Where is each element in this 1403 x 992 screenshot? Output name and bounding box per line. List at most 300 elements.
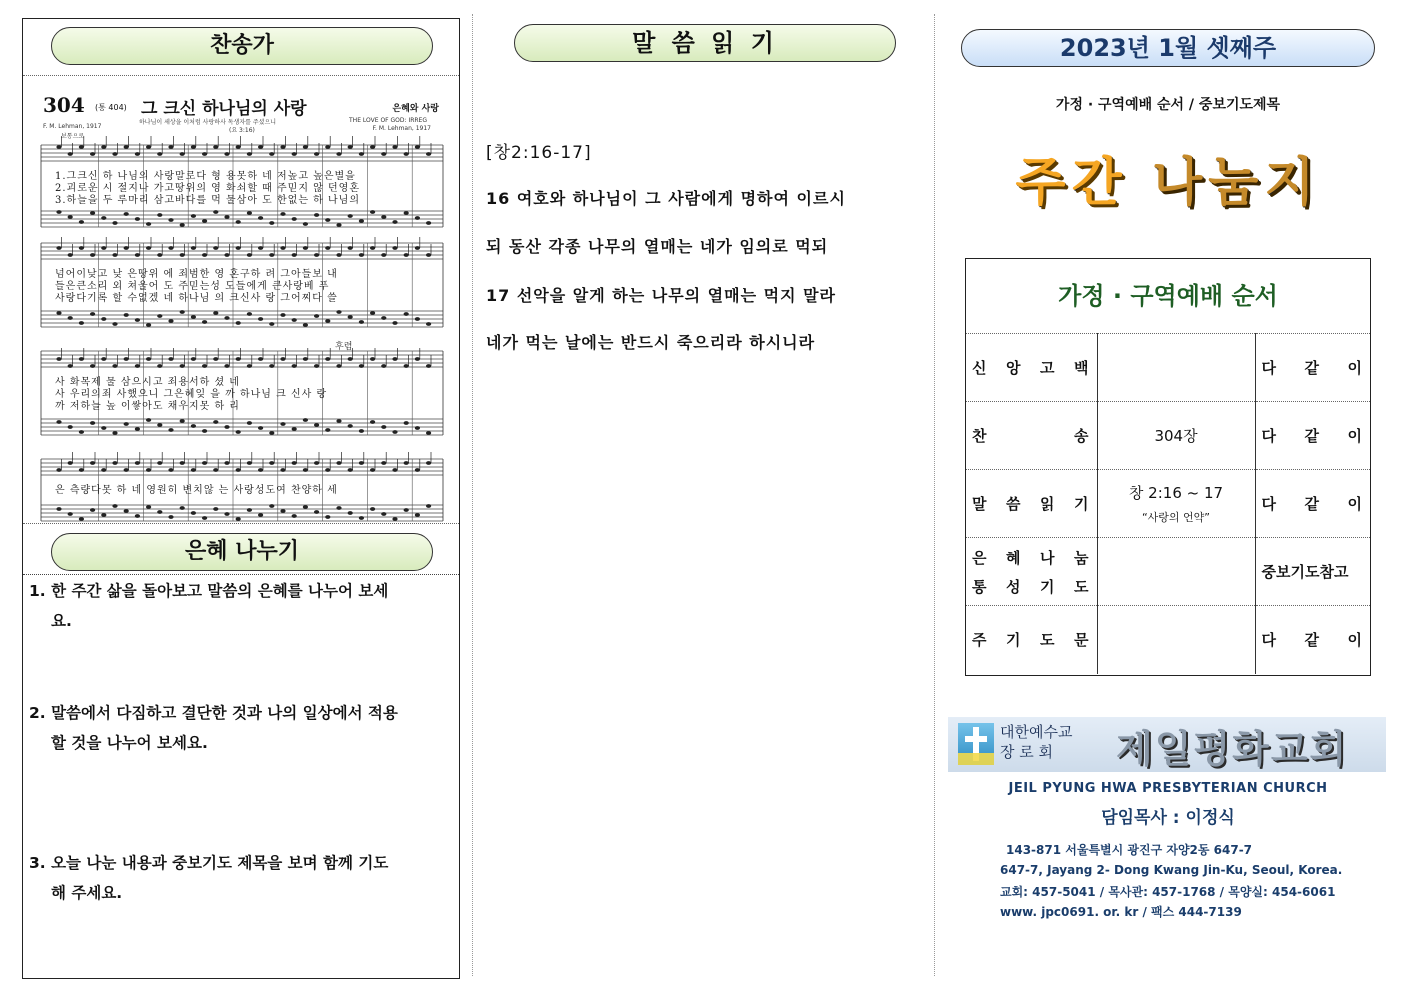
- note-head: [247, 421, 252, 425]
- question-2: [29, 698, 453, 758]
- note-head: [292, 364, 297, 368]
- note-head: [90, 421, 95, 425]
- note-head: [135, 514, 140, 518]
- note-head: [135, 364, 140, 368]
- label-char: 말: [972, 495, 987, 513]
- note-head: [314, 510, 319, 514]
- note-head: [381, 253, 386, 257]
- question-text: 3. 오늘 나눈 내용과 중보기도 제목을 보며 함께 기도: [29, 854, 389, 872]
- note-head: [213, 357, 218, 361]
- note-head: [168, 468, 173, 472]
- order-detail: [1097, 470, 1255, 538]
- divider: [23, 523, 459, 524]
- note-head: [213, 420, 218, 424]
- note-head: [236, 468, 241, 472]
- label-char: 기: [1074, 495, 1089, 513]
- note-head: [101, 468, 106, 472]
- note-head: [269, 253, 274, 257]
- note-head: [381, 512, 386, 516]
- note-head: [392, 246, 397, 250]
- note-head: [348, 511, 353, 515]
- note-head: [213, 145, 218, 149]
- label-char: 찬: [972, 427, 987, 445]
- note-head: [90, 312, 95, 316]
- chorus-mark: 후렴: [335, 342, 353, 352]
- lyric-line: 사랑다기록 할 수없겠 네 하나님 의 크신사 랑 그어찌다 쓸: [55, 293, 338, 304]
- note-head: [213, 246, 218, 250]
- cross-icon: [958, 723, 994, 765]
- note-head: [79, 357, 84, 361]
- note-head: [258, 216, 263, 220]
- note-head: [303, 145, 308, 149]
- note-head: [157, 213, 162, 217]
- lyric-line: 1.그크신 하 나님의 사랑말로다 형 용못하 네 저높고 높은별을: [55, 171, 356, 182]
- note-head: [325, 515, 330, 519]
- note-head: [101, 513, 106, 517]
- note-head: [392, 468, 397, 472]
- note-head: [202, 516, 207, 520]
- note-head: [269, 322, 274, 326]
- note-head: [224, 215, 229, 219]
- order-detail: 304장: [1097, 402, 1255, 470]
- note-head: [146, 468, 151, 472]
- note-head: [79, 430, 84, 434]
- note-head: [146, 418, 151, 422]
- note-head: [135, 253, 140, 257]
- note-head: [79, 145, 84, 149]
- note-head: [124, 357, 129, 361]
- note-head: [157, 423, 162, 427]
- note-head: [404, 421, 409, 425]
- label-char: 혜: [1006, 548, 1021, 567]
- note-head: [325, 428, 330, 432]
- note-head: [348, 315, 353, 319]
- note-head: [247, 152, 252, 156]
- week-title: 2023년 1월 셋째주: [961, 29, 1375, 67]
- note-head: [112, 152, 117, 156]
- note-head: [325, 246, 330, 250]
- question-3: [29, 848, 453, 908]
- divider: [23, 574, 459, 575]
- note-head: [146, 145, 151, 149]
- note-head: [258, 145, 263, 149]
- note-head: [68, 364, 73, 368]
- label-char: 도: [1074, 577, 1089, 596]
- grace-header: 은혜 나누기: [51, 533, 433, 571]
- note-head: [336, 253, 341, 257]
- note-head: [247, 508, 252, 512]
- note-head: [370, 420, 375, 424]
- note-head: [280, 468, 285, 472]
- note-head: [79, 517, 84, 521]
- address-line: 143-871 서울특별시 광진구 자양2동 647-7: [1006, 843, 1253, 857]
- lyric-line: 사 우리의죄 사했으니 그은혜잊 을 까 하나님 크 신사 랑: [55, 389, 328, 400]
- denomination-line: 장 로 회: [1000, 743, 1054, 761]
- note-head: [426, 431, 431, 435]
- hymn-old-number: (통 404): [95, 103, 127, 112]
- note-head: [191, 357, 196, 361]
- church-name: 제일평화교회: [1116, 727, 1349, 771]
- note-head: [392, 430, 397, 434]
- note-head: [269, 221, 274, 225]
- note-head: [303, 468, 308, 472]
- question-text: 1. 한 주간 삶을 돌아보고 말씀의 은혜를 나누어 보세: [29, 582, 389, 600]
- note-head: [303, 357, 308, 361]
- note-head: [336, 364, 341, 368]
- note-head: [370, 210, 375, 214]
- note-head: [415, 216, 420, 220]
- order-row: [966, 470, 1370, 538]
- note-head: [381, 215, 386, 219]
- note-head: [157, 461, 162, 465]
- note-head: [415, 246, 420, 250]
- note-head: [180, 419, 185, 423]
- note-head: [370, 246, 375, 250]
- note-head: [247, 211, 252, 215]
- note-head: [426, 221, 431, 225]
- note-head: [314, 314, 319, 318]
- label-char: 은: [972, 548, 987, 567]
- label-char: 다: [1261, 359, 1276, 377]
- note-head: [415, 468, 420, 472]
- note-head: [112, 364, 117, 368]
- note-head: [79, 468, 84, 472]
- note-head: [359, 219, 364, 223]
- note-head: [415, 317, 420, 321]
- note-head: [191, 424, 196, 428]
- order-row: [966, 538, 1370, 606]
- note-head: [112, 253, 117, 257]
- note-head: [303, 222, 308, 226]
- note-head: [112, 431, 117, 435]
- lyric-line: 넘어이낮고 낮 은땅위 에 죄범한 영 혼구하 려 그아들보 내: [55, 269, 338, 280]
- note-head: [124, 468, 129, 472]
- note-head: [79, 321, 84, 325]
- label-char: 고: [1040, 359, 1055, 377]
- note-head: [336, 461, 341, 465]
- order-label: [972, 357, 1097, 378]
- question-text: 해 주세요.: [51, 884, 123, 902]
- note-head: [359, 320, 364, 324]
- note-head: [56, 145, 61, 149]
- denomination: [1000, 722, 1072, 762]
- note-head: [90, 508, 95, 512]
- note-head: [168, 428, 173, 432]
- label-char: 다: [1261, 631, 1276, 650]
- note-head: [213, 311, 218, 315]
- note-head: [168, 246, 173, 250]
- subtitle: 가정 · 구역예배 순서 / 중보기도제목: [1055, 97, 1281, 113]
- label-char: 이: [1347, 427, 1362, 445]
- lyric-line: 3.하늘을 두 루마리 삼고바다를 먹 물삼아 도 한없는 하 나님의: [55, 195, 360, 206]
- note-head: [404, 211, 409, 215]
- note-head: [168, 515, 173, 519]
- note-head: [68, 425, 73, 429]
- note-head: [258, 357, 263, 361]
- note-head: [157, 314, 162, 318]
- note-head: [236, 357, 241, 361]
- note-head: [348, 214, 353, 218]
- note-head: [336, 223, 341, 227]
- note-head: [90, 152, 95, 156]
- title-part-b: 나눔지: [1151, 153, 1321, 213]
- label-char: 읽: [1040, 495, 1055, 513]
- denomination-line: 대한예수교: [1000, 723, 1073, 741]
- note-head: [56, 507, 61, 511]
- note-head: [202, 219, 207, 223]
- note-head: [56, 468, 61, 472]
- order-row: [966, 606, 1370, 674]
- note-head: [258, 246, 263, 250]
- note-head: [426, 364, 431, 368]
- fold-line: [472, 14, 473, 976]
- order-detail: [1097, 334, 1255, 402]
- pastor: 담임목사 : 이정식: [1101, 808, 1235, 828]
- note-head: [404, 508, 409, 512]
- note-head: [224, 152, 229, 156]
- note-head: [112, 504, 117, 508]
- hymn-score: [37, 93, 447, 525]
- note-head: [90, 364, 95, 368]
- lyric-line: 은 측량다못 하 네 영원히 변치않 는 사랑성도여 찬양하 세: [55, 485, 338, 496]
- order-leader: 중보기도참고: [1255, 538, 1370, 606]
- order-row: [966, 334, 1370, 402]
- note-head: [168, 357, 173, 361]
- question-text: 할 것을 나누어 보세요.: [51, 734, 208, 752]
- note-head: [56, 420, 61, 424]
- note-head: [348, 246, 353, 250]
- label-char: 주: [972, 631, 987, 650]
- title-part-a: 주간: [1015, 153, 1128, 213]
- label-char: 기: [1006, 631, 1021, 650]
- note-head: [180, 364, 185, 368]
- label-char: 송: [1074, 427, 1089, 445]
- label-char: 씀: [1006, 495, 1021, 513]
- question-1: [29, 576, 453, 636]
- question-text: 2. 말씀에서 다짐하고 결단한 것과 나의 일상에서 적용: [29, 704, 398, 722]
- left-panel: [22, 18, 460, 979]
- note-head: [180, 152, 185, 156]
- hymn-number: 304: [43, 93, 85, 117]
- address-line: www. jpc0691. or. kr / 팩스 444-7139: [1000, 905, 1242, 919]
- note-head: [191, 246, 196, 250]
- note-head: [314, 461, 319, 465]
- note-head: [135, 318, 140, 322]
- note-head: [258, 426, 263, 430]
- note-head: [325, 145, 330, 149]
- note-head: [157, 152, 162, 156]
- note-head: [314, 423, 319, 427]
- scripture-line: 되 동산 각종 나무의 열매는 네가 임의로 먹되: [486, 237, 829, 256]
- note-head: [258, 468, 263, 472]
- note-head: [415, 357, 420, 361]
- note-head: [68, 316, 73, 320]
- note-head: [213, 210, 218, 214]
- note-head: [191, 214, 196, 218]
- note-head: [191, 468, 196, 472]
- note-head: [68, 152, 73, 156]
- note-head: [336, 419, 341, 423]
- note-head: [415, 426, 420, 430]
- note-head: [191, 145, 196, 149]
- note-head: [124, 212, 129, 216]
- note-head: [180, 506, 185, 510]
- note-head: [269, 431, 274, 435]
- note-head: [236, 430, 241, 434]
- note-head: [146, 222, 151, 226]
- note-head: [157, 253, 162, 257]
- note-head: [303, 323, 308, 327]
- note-head: [325, 218, 330, 222]
- label-char: 신: [972, 359, 987, 377]
- note-head: [191, 511, 196, 515]
- note-head: [381, 152, 386, 156]
- note-head: [415, 145, 420, 149]
- fold-line: [934, 14, 935, 976]
- note-head: [124, 509, 129, 513]
- worship-order: [965, 258, 1371, 676]
- note-head: [381, 316, 386, 320]
- note-head: [292, 152, 297, 156]
- note-head: [101, 246, 106, 250]
- note-head: [112, 461, 117, 465]
- note-head: [370, 357, 375, 361]
- note-head: [135, 217, 140, 221]
- note-head: [404, 253, 409, 257]
- scripture-line: 네가 먹는 날에는 반드시 죽으리라 하시니라: [486, 333, 816, 352]
- note-head: [236, 220, 241, 224]
- hymn-english-sub: THE LOVE OF GOD: IRREG: [349, 117, 427, 124]
- order-detail: [1097, 606, 1255, 674]
- order-title: 가정 · 구역예배 순서: [1058, 282, 1278, 310]
- note-head: [292, 461, 297, 465]
- note-head: [247, 253, 252, 257]
- note-head: [359, 152, 364, 156]
- note-head: [325, 357, 330, 361]
- note-head: [269, 152, 274, 156]
- note-head: [404, 312, 409, 316]
- note-head: [415, 513, 420, 517]
- question-text: 요.: [51, 612, 72, 630]
- note-head: [359, 429, 364, 433]
- note-head: [247, 364, 252, 368]
- bulletin-title: [960, 140, 1376, 215]
- scripture-line: 16 여호와 하나님이 그 사람에게 명하여 이르시: [486, 189, 846, 208]
- note-head: [180, 253, 185, 257]
- label-char: 눔: [1074, 548, 1089, 567]
- note-head: [359, 516, 364, 520]
- note-head: [124, 145, 129, 149]
- note-head: [258, 317, 263, 321]
- order-detail: [1097, 538, 1255, 606]
- note-head: [135, 427, 140, 431]
- label-char: 통: [972, 577, 987, 596]
- address-line: 647-7, Jayang 2- Dong Kwang Jin-Ku, Seoul, Korea.: [1000, 863, 1343, 877]
- order-label: [972, 493, 1097, 514]
- label-char: 같: [1304, 427, 1319, 445]
- note-head: [124, 422, 129, 426]
- note-head: [247, 312, 252, 316]
- note-head: [56, 210, 61, 214]
- note-head: [292, 514, 297, 518]
- note-head: [292, 318, 297, 322]
- note-head: [269, 504, 274, 508]
- note-head: [90, 461, 95, 465]
- note-head: [56, 357, 61, 361]
- note-head: [146, 323, 151, 327]
- note-head: [202, 152, 207, 156]
- note-head: [292, 217, 297, 221]
- note-head: [381, 364, 386, 368]
- label-char: 다: [1261, 427, 1276, 445]
- note-head: [348, 145, 353, 149]
- scripture-reference: [창2:16-17]: [486, 143, 592, 163]
- note-head: [224, 461, 229, 465]
- note-head: [258, 513, 263, 517]
- label-char: 다: [1261, 495, 1276, 513]
- lyric-line: 까 저하늘 높 이쌓아도 채우지못 하 리: [55, 401, 240, 412]
- note-head: [236, 246, 241, 250]
- note-head: [236, 321, 241, 325]
- note-head: [303, 505, 308, 509]
- note-head: [68, 512, 73, 516]
- order-leader: [1262, 425, 1371, 446]
- church-english-name: JEIL PYUNG HWA PRESBYTERIAN CHURCH: [1008, 781, 1328, 796]
- order-label: [972, 547, 1097, 568]
- note-head: [426, 152, 431, 156]
- note-head: [68, 215, 73, 219]
- note-head: [180, 223, 185, 227]
- hymn-english-title: 은혜와 사랑: [392, 104, 439, 114]
- note-head: [68, 461, 73, 465]
- note-head: [224, 316, 229, 320]
- order-label: [972, 425, 1097, 446]
- hymn-reference: (요 3:16): [229, 127, 255, 134]
- note-head: [135, 152, 140, 156]
- note-head: [135, 461, 140, 465]
- order-detail-sub: “사랑의 언약”: [1141, 511, 1211, 524]
- note-head: [90, 211, 95, 215]
- note-head: [146, 505, 151, 509]
- label-char: 성: [1006, 577, 1021, 596]
- note-head: [112, 322, 117, 326]
- note-head: [336, 310, 341, 314]
- note-head: [280, 145, 285, 149]
- tempo: 보통으로: [61, 133, 85, 140]
- note-head: [101, 426, 106, 430]
- note-head: [157, 510, 162, 514]
- note-head: [280, 509, 285, 513]
- order-leader: [1262, 493, 1371, 514]
- note-head: [314, 364, 319, 368]
- label-char: 기: [1040, 577, 1055, 596]
- note-head: [325, 468, 330, 472]
- note-head: [146, 246, 151, 250]
- note-head: [90, 253, 95, 257]
- note-head: [68, 253, 73, 257]
- note-head: [348, 357, 353, 361]
- note-head: [292, 427, 297, 431]
- note-head: [392, 145, 397, 149]
- address-line: 교회: 457-5041 / 목사관: 457-1768 / 목양실: 454-6061: [1000, 885, 1336, 899]
- note-head: [224, 364, 229, 368]
- label-char: 문: [1074, 631, 1089, 650]
- note-head: [392, 357, 397, 361]
- note-head: [168, 145, 173, 149]
- hymn-title: 그 크신 하나님의 사랑: [141, 99, 307, 119]
- note-head: [236, 517, 241, 521]
- note-head: [112, 221, 117, 225]
